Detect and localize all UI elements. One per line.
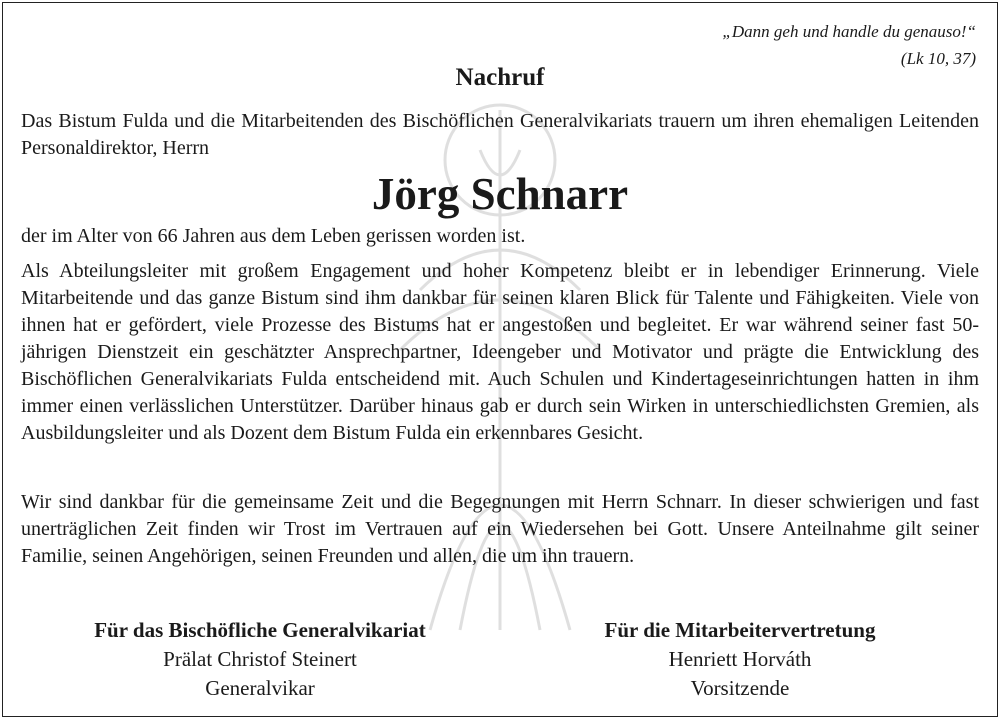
signature-name: Prälat Christof Steinert (163, 647, 357, 671)
paragraph-condolence: Wir sind dankbar für die gemeinsame Zeit und die Begegnungen mit Herrn Schnarr. In dieser schwierigen und fast unerträglichen Zeit finden wir Trost im Vertrauen auf ein Wiedersehen bei Gott. Unsere Anteilnahme gilt seiner Familie, seinen Angehörigen, seinen Freunden und allen, die um ihn trauern. (21, 491, 979, 567)
intro-text: Das Bistum Fulda und die Mitarbeitenden des Bischöflichen Generalvikariats trauern um ihren ehemaligen Leitenden Personaldirektor, Herrn (21, 110, 979, 159)
deceased-name: Jörg Schnarr (371, 169, 629, 219)
signature-block-staff-council (530, 616, 950, 703)
signature-name: Henriett Horváth (668, 647, 812, 671)
signature-title: Vorsitzende (690, 676, 790, 700)
obituary-heading: Nachruf (455, 64, 545, 91)
signature-title: Generalvikar (205, 676, 315, 700)
quote-reference: (Lk 10, 37) (900, 49, 976, 68)
age-line: der im Alter von 66 Jahren aus dem Leben gerissen worden ist. (21, 225, 526, 247)
signature-role: Für die Mitarbeitervertretung (604, 618, 876, 642)
quote-text: „Dann geh und handle du genauso!“ (722, 22, 976, 41)
paragraph-tribute: Als Abteilungsleiter mit großem Engagement und hoher Kompetenz bleibt er in lebendiger Erinnerung. Viele Mitarbeitende und das ganze Bistum sind ihm dankbar für seinen klaren Blick für Talente und Fähigkeiten. Viele von ihnen hat er gefördert, viele Prozesse des Bistums hat er angestoßen und begleitet. Er war während seiner fast 50-jährigen Dienstzeit ein geschätzter Ansprechpartner, Ideengeber und Motivator und prägte die Entwicklung des Bischöflichen Generalvikariats Fulda entscheidend mit. Auch Schulen und Kindertageseinrichtungen hatten in ihm immer einen verlässlichen Unterstützer. Darüber hinaus gab er durch sein Wirken in unterschiedlichsten Gremien, als Ausbildungsleiter und als Dozent dem Bistum Fulda ein erkennbares Gesicht. (21, 260, 979, 444)
signature-role: Für das Bischöfliche Generalvikariat (94, 618, 426, 642)
signature-block-vicariate (40, 616, 480, 703)
